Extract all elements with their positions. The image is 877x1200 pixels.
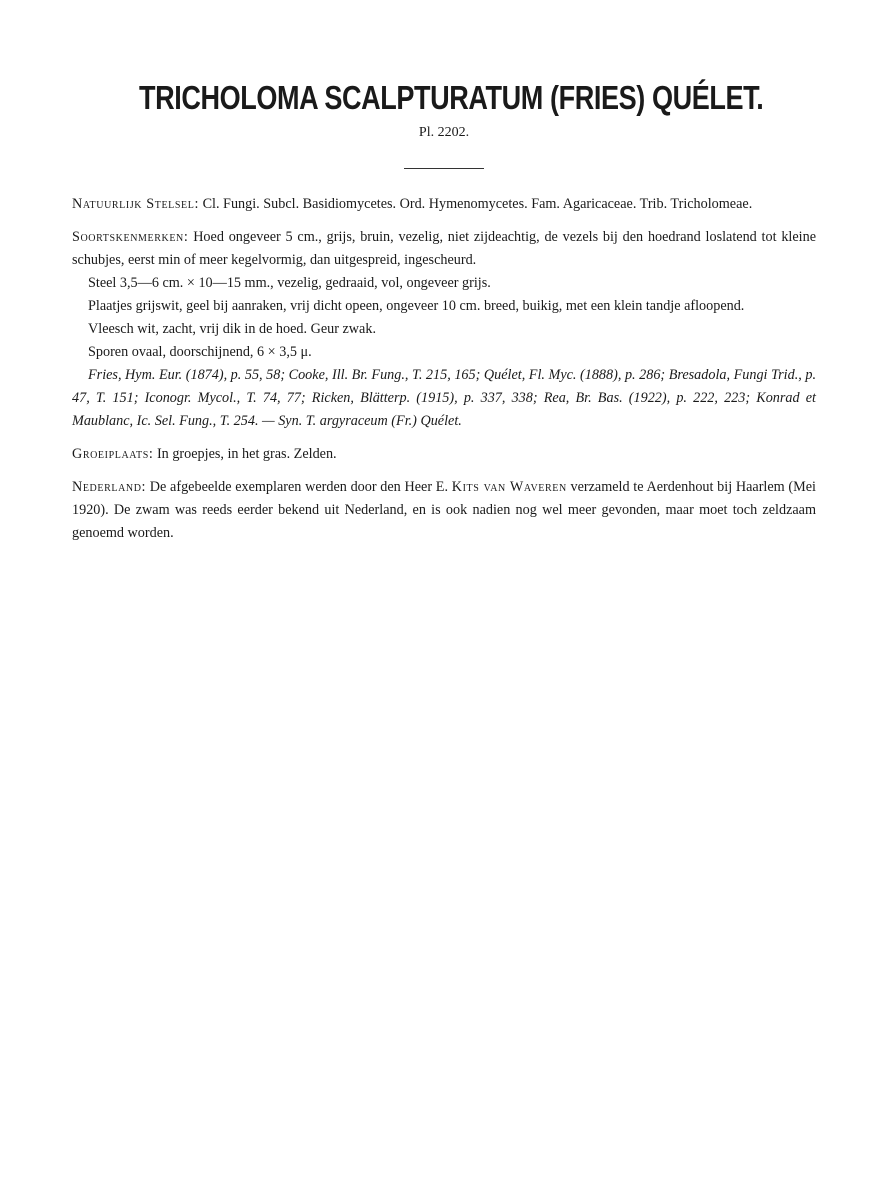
page-title: TRICHOLOMA SCALPTURATUM (FRIES) QUÉLET. [138, 79, 764, 116]
section-label-soortskenmerken: Soortskenmerken: [72, 229, 189, 245]
document-page [72, 78, 816, 545]
sporen-paragraph: Sporen ovaal, doorschijnend, 6 × 3,5 μ. [88, 344, 312, 360]
nederland-paragraph [72, 476, 816, 545]
nederland-text-before: De afgebeelde exemplaren werden door den Heer E. [146, 479, 452, 495]
vleesch-paragraph: Vleesch wit, zacht, vrij dik in de hoed. Geur zwak. [88, 321, 376, 337]
collector-name: Kits van Waveren [451, 479, 567, 495]
section-label-groeiplaats: Groeiplaats: [72, 446, 154, 462]
soortskenmerken-text: Hoed ongeveer 5 cm., grijs, bruin, vezelig, niet zijdeachtig, de vezels bij den hoedrand loslatend tot kleine schubjes, eerst min of meer kegelvormig, dan uitgespreid, ingescheurd. [72, 229, 816, 268]
groeiplaats-text: In groepjes, in het gras. Zelden. [153, 446, 337, 462]
nederland-text-after: verzameld te Aerdenhout bij Haarlem (Mei 1920). De zwam was reeds eerder bekend uit Nederland, en is ook nadien nog wel meer gevonden, maar moet toch zeldzaam genoemd worden. [72, 479, 816, 541]
section-label-natuurlijk: Natuurlijk Stelsel: [72, 196, 200, 212]
steel-paragraph: Steel 3,5—6 cm. × 10—15 mm., vezelig, gedraaid, vol, ongeveer grijs. [88, 275, 491, 291]
natuurlijk-stelsel-paragraph [72, 193, 816, 216]
references-paragraph: Fries, Hym. Eur. (1874), p. 55, 58; Cooke, Ill. Br. Fung., T. 215, 165; Quélet, Fl. Myc. (1888), p. 286; Bresadola, Fungi Trid., p. 47, T. 151; Iconogr. Mycol., T. 74, 77; Ricken, Blätterp. (1915), p. 337, 338; Rea, Br. Bas. (1922), p. 222, 223; Konrad et Maublanc, Ic. Sel. Fung., T. 254. — Syn. T. argyraceum (Fr.) Quélet. [72, 367, 816, 429]
divider [404, 168, 484, 169]
plate-number: Pl. 2202. [418, 125, 470, 140]
section-label-nederland: Nederland: [72, 479, 147, 495]
natuurlijk-text: Cl. Fungi. Subcl. Basidiomycetes. Ord. Hymenomycetes. Fam. Agaricaceae. Trib. Tricholomeae. [199, 196, 753, 212]
plaatjes-paragraph: Plaatjes grijswit, geel bij aanraken, vrij dicht opeen, ongeveer 10 cm. breed, buikig, met een klein tandje afloopend. [88, 298, 745, 314]
groeiplaats-paragraph [72, 443, 816, 466]
soortskenmerken-paragraph [72, 226, 816, 272]
